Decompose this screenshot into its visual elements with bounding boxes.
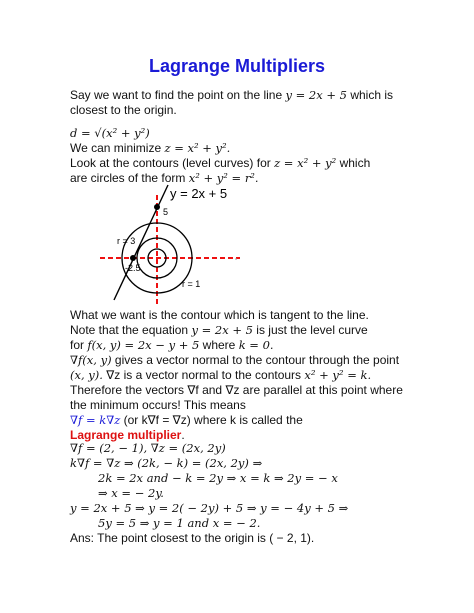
- explanation-line-7: the minimum occurs! This means: [70, 398, 246, 412]
- lagrange-multiplier-term: Lagrange multiplier: [70, 428, 182, 442]
- component-equations: 2k = 2x and − k = 2y ⇒ x = k ⇒ 2y = − x: [98, 471, 338, 485]
- line-label: y = 2x + 5: [170, 186, 228, 201]
- answer-line: Ans: The point closest to the origin is ( − 2, 1).: [70, 531, 315, 545]
- line-equation: y = 2x + 5: [285, 88, 347, 102]
- explanation-line-3b: where: [199, 338, 239, 352]
- x-relation-equation: ⇒ x = − 2y.: [98, 486, 164, 500]
- parallel-condition-equation: k∇f = ∇z ⇒ (2k, − k) = (2x, 2y) ⇒: [70, 456, 263, 470]
- intro-line-2: closest to the origin.: [70, 103, 177, 117]
- solution-block: [70, 441, 348, 546]
- distance-equation: d = √(x² + y²): [70, 126, 150, 140]
- label-r1: r = 1: [182, 279, 201, 289]
- solve-y-equation: 5y = 5 ⇒ y = 1 and x = − 2.: [98, 516, 261, 530]
- period: .: [181, 428, 185, 442]
- k-zero-equation: k = 0.: [238, 338, 274, 352]
- grad-f-expression: ∇f(x, y): [70, 353, 112, 367]
- contour-k-equation: x² + y² = k.: [304, 368, 372, 382]
- intro-text-end: which is: [347, 88, 394, 102]
- explanation-line-2b: is just the level curve: [252, 323, 368, 337]
- explanation-paragraph: [70, 308, 420, 443]
- level-curve-equation: f(x, y) = 2x − y + 5: [87, 338, 200, 352]
- point-xy-expression: (x, y).: [70, 368, 103, 382]
- contours-equation: z = x² + y²: [274, 156, 337, 170]
- intro-text: Say we want to find the point on the line: [70, 88, 286, 102]
- point-x-intercept: [130, 255, 136, 261]
- substitution-equation: y = 2x + 5 ⇒ y = 2( − 2y) + 5 ⇒ y = − 4y + 5 ⇒: [70, 501, 349, 515]
- label-r3: r = 3: [117, 236, 136, 246]
- explanation-line-2-eq: y = 2x + 5: [191, 323, 253, 337]
- explanation-line-4: gives a vector normal to the contour through the point: [111, 353, 400, 367]
- label-5: 5: [163, 207, 169, 217]
- page-title: Lagrange Multipliers: [148, 56, 326, 76]
- circles-text: are circles of the form: [70, 171, 189, 185]
- point-y-intercept: [154, 204, 160, 210]
- explanation-line-5: ∇z is a vector normal to the contours: [102, 368, 305, 382]
- label-neg-2-5: -2.5: [125, 263, 141, 273]
- lagrange-condition: ∇f = k∇z: [70, 413, 121, 427]
- stray-dot: [235, 258, 237, 260]
- explanation-line-8: (or k∇f = ∇z) where k is called the: [120, 413, 303, 427]
- circles-equation: x² + y² = r².: [188, 171, 259, 185]
- minimize-equation: z = x² + y².: [164, 141, 231, 155]
- explanation-line-1: What we want is the contour which is tangent to the line.: [70, 308, 369, 322]
- explanation-line-6: Therefore the vectors ∇f and ∇z are parallel at this point where: [70, 383, 403, 397]
- contours-text: Look at the contours (level curves) for: [70, 156, 275, 170]
- minimize-text: We can minimize: [70, 141, 165, 155]
- explanation-line-3a: for: [70, 338, 88, 352]
- gradients-equation: ∇f = (2, − 1), ∇z = (2x, 2y): [70, 441, 226, 455]
- contours-text-end: which: [336, 156, 371, 170]
- explanation-line-2a: Note that the equation: [70, 323, 192, 337]
